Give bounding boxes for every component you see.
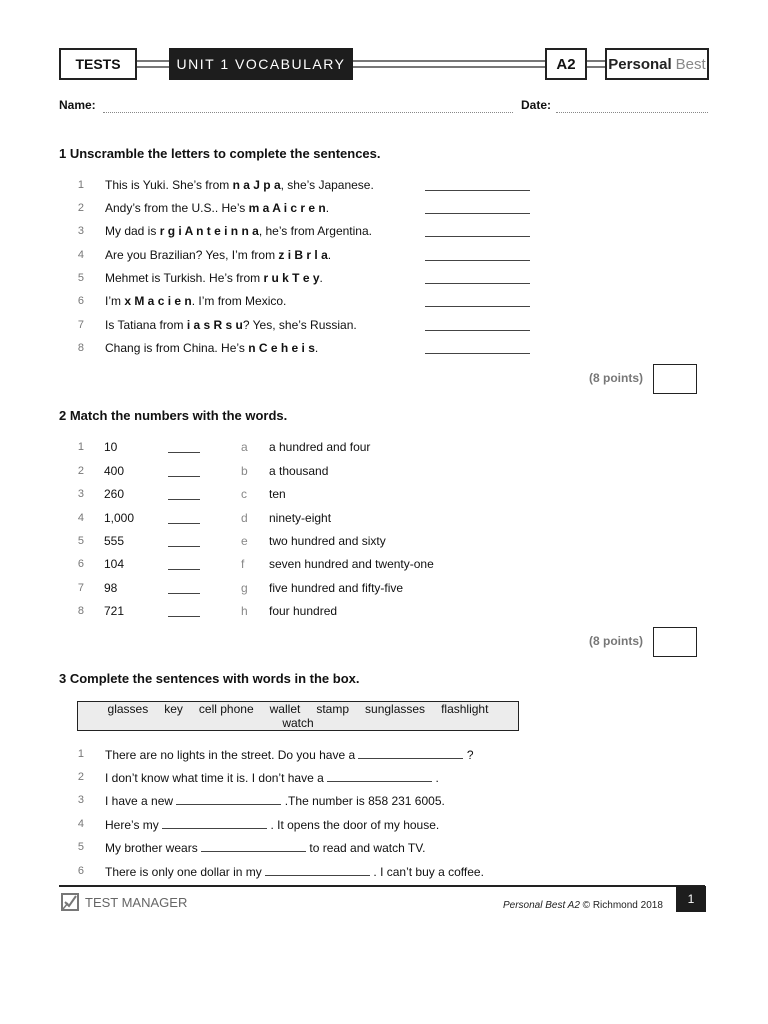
item-number: 1 (77, 748, 84, 760)
sentence (105, 817, 439, 832)
answer-blank[interactable] (168, 499, 200, 500)
option-letter: e (241, 534, 248, 548)
footer-rule (59, 885, 705, 887)
option-words: a thousand (269, 464, 329, 478)
option-letter: c (241, 487, 247, 501)
answer-blank[interactable] (176, 793, 281, 805)
option-letter: a (241, 440, 248, 454)
answer-blank[interactable] (201, 840, 306, 852)
answer-blank[interactable] (425, 190, 530, 191)
q1-title: 1 Unscramble the letters to complete the sentences. (59, 146, 381, 161)
box-word: watch (282, 716, 314, 730)
item-number: 6 (77, 865, 84, 877)
sentence-text: ? (463, 748, 474, 762)
answer-blank[interactable] (425, 260, 530, 261)
scrambled-word: x M a c i e n (124, 294, 192, 308)
sentence (105, 793, 445, 808)
scrambled-word: n a J p a (232, 178, 281, 192)
option-letter: d (241, 511, 248, 525)
sentence-text: . (314, 341, 319, 355)
name-field[interactable] (103, 111, 513, 113)
box-word: cell phone (198, 702, 254, 716)
number-value: 400 (104, 464, 125, 478)
number-value: 10 (104, 440, 118, 454)
sentence (105, 201, 329, 215)
answer-blank[interactable] (425, 306, 530, 307)
scrambled-word: n C e h e i s (248, 341, 315, 355)
brand-light: Best (675, 55, 706, 73)
sentence (105, 224, 372, 238)
sentence-text: I don’t know what time it is. I don’t have a (105, 771, 328, 785)
q2-title: 2 Match the numbers with the words. (59, 408, 288, 423)
sentence-text: I’m (105, 294, 125, 308)
answer-blank[interactable] (358, 747, 463, 759)
sentence (105, 770, 439, 785)
name-label: Name: (59, 98, 96, 112)
answer-blank[interactable] (168, 593, 200, 594)
item-number: 4 (77, 818, 84, 830)
sentence-text: There is only one dollar in my (105, 865, 266, 879)
test-manager-label: TEST MANAGER (85, 894, 188, 910)
sentence-text: , she’s Japanese. (280, 178, 374, 192)
answer-blank[interactable] (425, 330, 530, 331)
scrambled-word: z i B r l a (278, 248, 328, 262)
copyright-title: Personal Best A2 (503, 900, 580, 911)
sentence (105, 864, 484, 879)
level-badge: A2 (545, 48, 587, 80)
item-number: 7 (77, 582, 84, 594)
item-number: 2 (77, 771, 84, 783)
sentence (105, 341, 318, 355)
item-number: 4 (77, 512, 84, 524)
item-number: 2 (77, 202, 84, 214)
option-words: ninety-eight (269, 511, 332, 525)
sentence-text: My brother wears (105, 841, 202, 855)
answer-blank[interactable] (425, 353, 530, 354)
item-number: 1 (77, 441, 84, 453)
box-word: flashlight (441, 702, 489, 716)
answer-blank[interactable] (168, 569, 200, 570)
option-letter: f (241, 557, 245, 571)
item-number: 5 (77, 535, 84, 547)
item-number: 8 (77, 342, 84, 354)
sentence-text: Is Tatiana from (105, 318, 187, 332)
q2-points: (8 points) (589, 634, 643, 648)
copyright (503, 900, 663, 911)
item-number: 8 (77, 605, 84, 617)
tests-label: TESTS (59, 48, 137, 80)
item-number: 5 (77, 272, 84, 284)
q2-score-box[interactable] (653, 627, 697, 657)
sentence-text: This is Yuki. She’s from (105, 178, 233, 192)
box-word: sunglasses (365, 702, 426, 716)
number-value: 98 (104, 581, 118, 595)
worksheet-header (59, 48, 709, 80)
option-letter: b (241, 464, 248, 478)
item-number: 1 (77, 179, 84, 191)
answer-blank[interactable] (162, 817, 267, 829)
page-number: 1 (676, 886, 706, 912)
scrambled-word: m a A i c r e n (248, 201, 326, 215)
sentence-text: ? Yes, she’s Russian. (242, 318, 357, 332)
brand-logo (605, 48, 709, 80)
sentence-text: , he’s from Argentina. (258, 224, 372, 238)
sentence-text: Here’s my (105, 818, 163, 832)
item-number: 3 (77, 225, 84, 237)
number-value: 1,000 (104, 511, 135, 525)
number-value: 104 (104, 557, 125, 571)
option-words: ten (269, 487, 286, 501)
sentence-text: . (327, 248, 332, 262)
answer-blank[interactable] (265, 864, 370, 876)
item-number: 7 (77, 319, 84, 331)
box-word: glasses (107, 702, 149, 716)
sentence-text: Andy’s from the U.S.. He’s (105, 201, 249, 215)
copyright-rest: © Richmond 2018 (579, 900, 663, 911)
date-label: Date: (521, 98, 552, 112)
scrambled-word: r u k T e y (263, 271, 320, 285)
answer-blank[interactable] (168, 546, 200, 547)
answer-blank[interactable] (425, 213, 530, 214)
scrambled-word: i a s R s u (186, 318, 243, 332)
sentence-text: Are you Brazilian? Yes, I’m from (105, 248, 279, 262)
unit-title: UNIT 1 VOCABULARY (169, 48, 353, 80)
box-word: key (164, 702, 183, 716)
item-number: 3 (77, 488, 84, 500)
sentence-text: There are no lights in the street. Do you have a (105, 748, 359, 762)
brand-strong: Personal (608, 55, 672, 73)
sentence (105, 248, 331, 262)
q1-points: (8 points) (589, 371, 643, 385)
option-words: a hundred and four (269, 440, 371, 454)
date-field[interactable] (556, 111, 708, 113)
sentence-text: to read and watch TV. (306, 841, 426, 855)
sentence (105, 318, 357, 332)
q3-title: 3 Complete the sentences with words in the box. (59, 671, 360, 686)
sentence-text: . (325, 201, 330, 215)
sentence-text: Mehmet is Turkish. He’s from (105, 271, 264, 285)
sentence-text: .The number is 858 231 6005. (281, 794, 445, 808)
sentence (105, 178, 374, 192)
box-word: stamp (316, 702, 350, 716)
word-box (77, 701, 519, 731)
scrambled-word: r g i A n t e i n n a (159, 224, 259, 238)
item-number: 6 (77, 295, 84, 307)
option-words: four hundred (269, 604, 338, 618)
option-words: two hundred and sixty (269, 534, 386, 548)
checkbox-logo-icon (61, 893, 79, 911)
answer-blank[interactable] (425, 283, 530, 284)
answer-blank[interactable] (168, 476, 200, 477)
sentence (105, 747, 474, 762)
option-words: five hundred and fifty-five (269, 581, 404, 595)
number-value: 721 (104, 604, 125, 618)
sentence (105, 294, 286, 308)
sentence-text: . (319, 271, 323, 285)
option-words: seven hundred and twenty-one (269, 557, 434, 571)
item-number: 4 (77, 249, 84, 261)
option-letter: h (241, 604, 248, 618)
answer-blank[interactable] (168, 523, 200, 524)
sentence-text: . I’m from Mexico. (191, 294, 287, 308)
q1-score-box[interactable] (653, 364, 697, 394)
sentence-text: Chang is from China. He’s (105, 341, 249, 355)
box-word: wallet (269, 702, 301, 716)
sentence (105, 840, 425, 855)
sentence-text: My dad is (105, 224, 160, 238)
sentence-text: . It opens the door of my house. (267, 818, 440, 832)
sentence-text: . (432, 771, 439, 785)
sentence-text: . I can’t buy a coffee. (370, 865, 484, 879)
item-number: 2 (77, 465, 84, 477)
number-value: 260 (104, 487, 125, 501)
test-manager-logo (61, 893, 187, 911)
answer-blank[interactable] (425, 236, 530, 237)
item-number: 3 (77, 794, 84, 806)
answer-blank[interactable] (168, 452, 200, 453)
answer-blank[interactable] (327, 770, 432, 782)
item-number: 5 (77, 841, 84, 853)
sentence (105, 271, 323, 285)
option-letter: g (241, 581, 248, 595)
item-number: 6 (77, 558, 84, 570)
answer-blank[interactable] (168, 616, 200, 617)
number-value: 555 (104, 534, 125, 548)
sentence-text: I have a new (105, 794, 177, 808)
